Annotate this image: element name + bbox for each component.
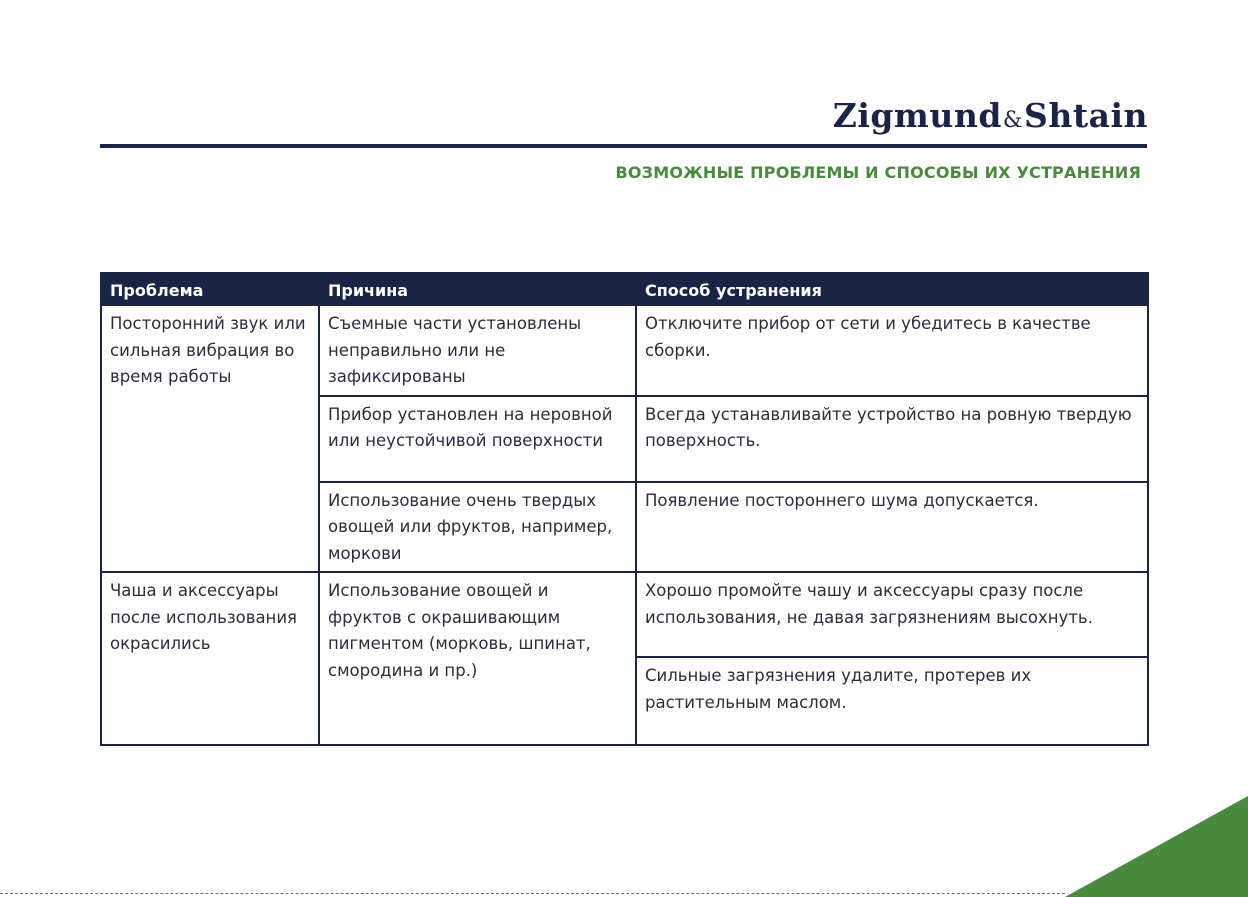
solution-cell: Отключите прибор от сети и убедитесь в качестве сборки. [636, 305, 1148, 396]
cause-cell: Использование очень твердых овощей или фруктов, например, моркови [319, 482, 636, 573]
table-row [101, 572, 1148, 657]
solution-cell: Появление постороннего шума допускается. [636, 482, 1148, 573]
header-cause: Причина [319, 273, 636, 305]
solution-cell: Сильные загрязнения удалите, протерев их растительным маслом. [636, 657, 1148, 745]
cause-cell: Съемные части установлены неправильно или не зафиксированы [319, 305, 636, 396]
brand-name-left: Zigmund [832, 96, 1002, 135]
cause-cell: Использование овощей и фруктов с окрашивающим пигментом (морковь, шпинат, смородина и пр.) [319, 572, 636, 745]
header-divider [100, 144, 1147, 148]
problem-cell: Посторонний звук или сильная вибрация во время работы [101, 305, 319, 572]
table-row [101, 305, 1148, 396]
table-header-row [101, 273, 1148, 305]
header-solution: Способ устранения [636, 273, 1148, 305]
troubleshooting-table [100, 272, 1149, 746]
brand-name-right: Shtain [1024, 96, 1148, 135]
solution-cell: Хорошо промойте чашу и аксессуары сразу после использования, не давая загрязнениям высохнуть. [636, 572, 1148, 657]
problem-cell: Чаша и аксессуары после использования окрасились [101, 572, 319, 745]
header-problem: Проблема [101, 273, 319, 305]
solution-cell: Всегда устанавливайте устройство на ровную твердую поверхность. [636, 396, 1148, 482]
section-title: ВОЗМОЖНЫЕ ПРОБЛЕМЫ И СПОСОБЫ ИХ УСТРАНЕНИЯ [615, 163, 1141, 182]
bottom-dashed-rule [0, 893, 1065, 894]
corner-decoration [1065, 796, 1248, 897]
cause-cell: Прибор установлен на неровной или неустойчивой поверхности [319, 396, 636, 482]
brand-logo [833, 96, 1148, 141]
brand-ampersand: & [1002, 108, 1024, 133]
